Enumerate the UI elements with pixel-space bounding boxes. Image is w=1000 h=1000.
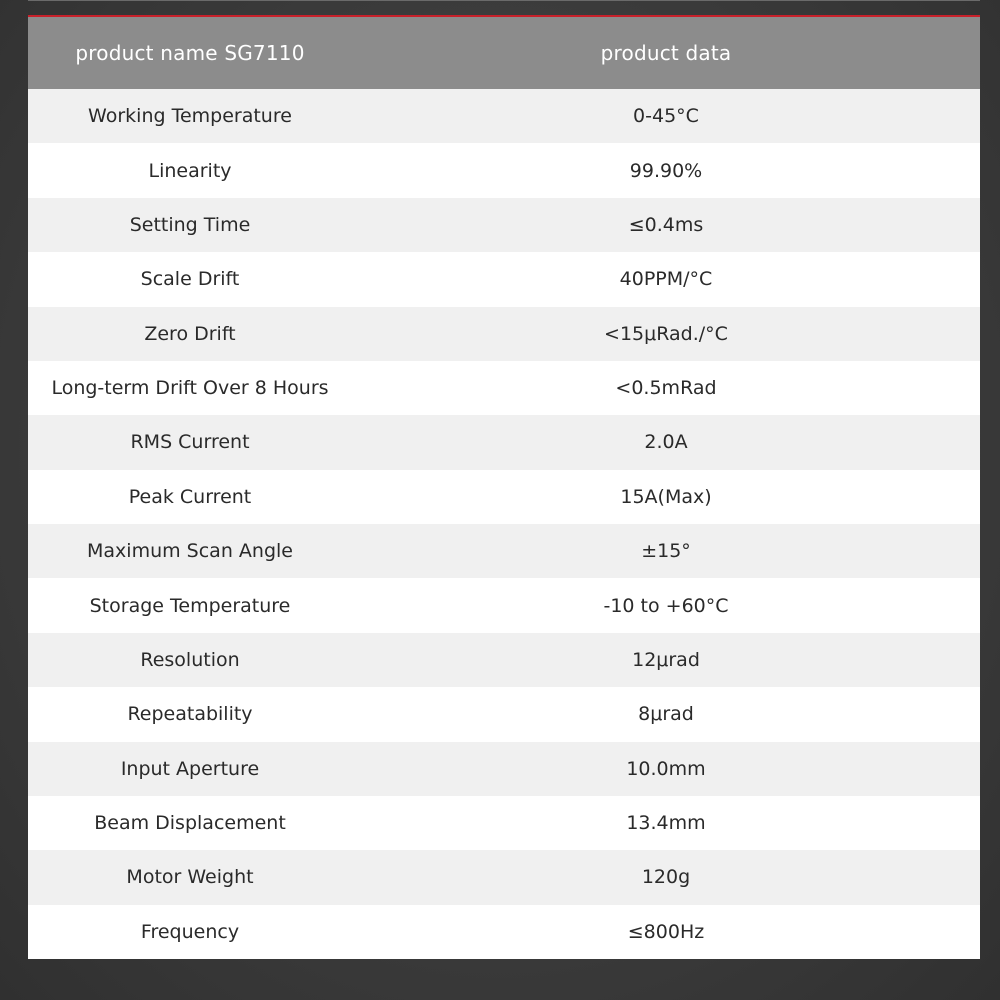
spec-name-cell: Input Aperture xyxy=(120,757,260,780)
table-header xyxy=(28,17,980,89)
spec-name-cell: Resolution xyxy=(140,648,240,671)
spec-value-cell: 8μrad xyxy=(638,703,694,726)
table-row xyxy=(28,415,980,469)
table-row xyxy=(28,198,980,252)
table-body xyxy=(28,89,980,959)
spec-name-cell: Setting Time xyxy=(129,213,251,236)
table-row xyxy=(28,633,980,687)
spec-name-cell: Beam Displacement xyxy=(94,812,286,835)
spec-value-cell: 0-45°C xyxy=(633,105,699,128)
spec-name-cell: Repeatability xyxy=(127,703,253,726)
spec-value-cell: 15A(Max) xyxy=(620,485,712,508)
spec-value-cell: 40PPM/°C xyxy=(619,268,713,291)
table-row xyxy=(28,796,980,850)
spec-name-cell: Motor Weight xyxy=(126,866,254,889)
spec-name-cell: Scale Drift xyxy=(140,268,240,291)
table-row xyxy=(28,905,980,959)
spec-value-cell: <15μRad./°C xyxy=(604,322,728,345)
spec-name-cell: Zero Drift xyxy=(144,322,236,345)
spec-name-cell: Peak Current xyxy=(128,485,252,508)
spec-name-cell: Long-term Drift Over 8 Hours xyxy=(51,377,329,400)
spec-value-cell: 2.0A xyxy=(644,431,688,454)
spec-value-cell: ≤800Hz xyxy=(627,920,705,943)
spec-name-cell: Linearity xyxy=(148,159,232,182)
table-row xyxy=(28,850,980,904)
spec-value-cell: 12μrad xyxy=(632,648,700,671)
spec-name-cell: Working Temperature xyxy=(88,105,292,128)
table-row xyxy=(28,143,980,197)
table-row xyxy=(28,89,980,143)
header-product-data: product data xyxy=(600,41,732,65)
table-row xyxy=(28,361,980,415)
table-row xyxy=(28,578,980,632)
spec-name-cell: Maximum Scan Angle xyxy=(87,540,293,563)
spec-value-cell: 10.0mm xyxy=(626,757,706,780)
spec-value-cell: ≤0.4ms xyxy=(628,213,704,236)
spec-value-cell: 13.4mm xyxy=(626,812,706,835)
table-row xyxy=(28,524,980,578)
spec-name-cell: Storage Temperature xyxy=(89,594,291,617)
spec-value-cell: -10 to +60°C xyxy=(603,594,729,617)
table-row xyxy=(28,307,980,361)
table-row xyxy=(28,252,980,306)
header-product-name: product name SG7110 xyxy=(75,41,305,65)
table-row xyxy=(28,687,980,741)
spec-value-cell: 120g xyxy=(641,866,691,889)
table-row xyxy=(28,742,980,796)
spec-table xyxy=(28,17,980,959)
spec-value-cell: <0.5mRad xyxy=(615,377,717,400)
spec-value-cell: 99.90% xyxy=(629,159,703,182)
table-row xyxy=(28,470,980,524)
top-divider xyxy=(28,0,980,1)
spec-name-cell: RMS Current xyxy=(130,431,250,454)
spec-name-cell: Frequency xyxy=(140,920,240,943)
spec-value-cell: ±15° xyxy=(641,540,691,563)
